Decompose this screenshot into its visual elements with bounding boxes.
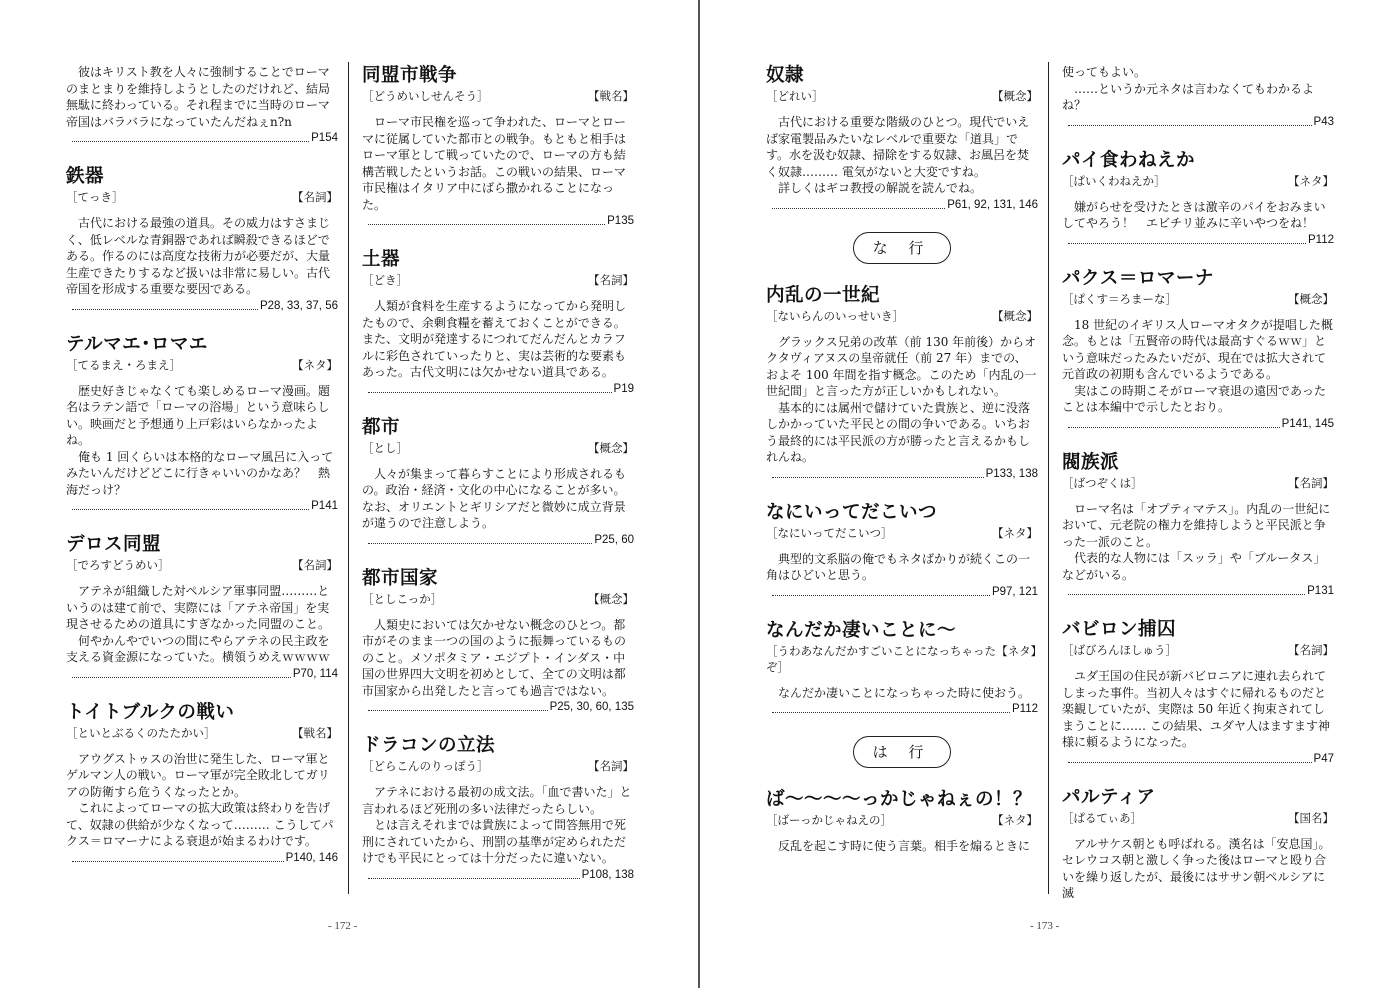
glossary-entry (362, 567, 634, 715)
entry-body: ローマ名は「オプティマテス」。内乱の一世紀において、元老院の権力を維持しようと平民派と争った一派のこと。 代表的な人物には「スッラ」や「ブルータス」などがいる。 (1062, 501, 1331, 582)
entry-reference (66, 851, 338, 865)
entry-reference (362, 533, 634, 547)
entry-title: パクス＝ロマーナ (1062, 267, 1214, 289)
entry-reference (1062, 752, 1334, 766)
entry-body: アテネが組織した対ペルシア軍事同盟………というのは建て前で、実際には「アテネ帝国」を実現させるための道具にすぎなかった同盟のこと。 何やかんやでいつの間にやらアテネの民主政を支える資金源になっていた。横領うめえｗｗｗｗ (66, 584, 331, 664)
entry-reading: ［としこっか］ (362, 591, 443, 606)
entry-body: ユダ王国の住民が新バビロニアに連れ去られてしまった事件。当初人々はすぐに帰れるものだと楽観していたが、実際は 50 年近く拘束されてしまうことに…… この結果、ユダヤ人はますます神様に頼るようになった。 (1062, 669, 1330, 749)
entry-reading: ［どうめいしせんそう］ (362, 89, 489, 103)
entry-category: 【概念】 (1288, 291, 1334, 306)
entry-reference (362, 382, 634, 396)
column-3 (766, 62, 1043, 875)
entry-title: 都市国家 (362, 567, 439, 589)
page-reference: P141 (311, 500, 338, 512)
page-reference: P112 (1011, 703, 1038, 715)
page-number-left: - 172 - (328, 920, 358, 932)
glossary-entry (362, 734, 634, 882)
entry-reading: ［てっき］ (66, 190, 124, 204)
entry-title: デロス同盟 (66, 534, 162, 555)
entry-reference (1062, 417, 1334, 431)
entry-reference (362, 868, 634, 882)
entry-reference (66, 667, 338, 681)
glossary-entry (66, 165, 338, 313)
entry-reference (766, 198, 1038, 212)
column-4 (1062, 62, 1334, 922)
glossary-entry (1062, 149, 1334, 247)
entry-title: 土器 (362, 249, 401, 270)
page-reference: P70, 114 (292, 667, 338, 680)
entry-reference (362, 214, 634, 228)
entry-title: パイ食わねえか (1062, 149, 1196, 171)
glossary-entry (66, 333, 338, 514)
entry-reading: ［ばつぞくは］ (1062, 475, 1143, 490)
entry-title: 閥族派 (1062, 451, 1120, 473)
entry-body: ローマ市民権を巡って争われた、ローマとローマに従属していた都市との戦争。もともと相手はローマ軍として戦っていたので、ローマの方も結構苦戦したというお話。この戦いの結果、ローマ市民権はイタリア中にばら撒かれることになった。 (362, 115, 627, 212)
entry-category: 【名詞】 (1288, 643, 1334, 657)
entry-reading: ［でろすどうめい］ (66, 558, 170, 572)
entry-title: ドラコンの立法 (362, 735, 496, 756)
section-marker-ha: は 行 (853, 736, 951, 768)
entry-continuation (1062, 64, 1334, 129)
entry-title: パルティア (1062, 786, 1156, 808)
entry-category: 【国名】 (1288, 810, 1334, 825)
glossary-entry (66, 701, 338, 865)
page-reference: P97, 121 (991, 585, 1038, 598)
entry-category: 【名詞】 (292, 558, 338, 572)
glossary-entry (1062, 786, 1334, 902)
glossary-entry (766, 64, 1038, 212)
entry-continuation (66, 64, 338, 145)
page-reference: P135 (607, 215, 634, 227)
page-reference: P25, 60 (594, 533, 634, 546)
entry-body: 人類が食料を生産するようになってから発明したもので、余剰食糧を蓄えておくことができる。また、文明が発達するにつれてだんだんとカラフルに彩色されていったりと、実は芸術的な要素もあった。古代文明には欠かせない道具である。 (362, 299, 627, 379)
entry-title: 奴隷 (766, 65, 805, 86)
entry-body: 歴史好きじゃなくても楽しめるローマ漫画。題名はラテン語で「ローマの浴場」という意味らしい。映画だと予想通り上戸彩はいらなかったよね。 俺も 1 回くらいは本格的なローマ風呂に入ってみたいんだけどどこに行きゃいいのかなあ？ 熱海だっけ？ (66, 383, 334, 497)
glossary-entry (766, 501, 1038, 599)
entry-reference (66, 131, 338, 145)
book-spine (698, 0, 700, 988)
entry-category: 【概念】 (992, 89, 1038, 103)
entry-body: アテネにおける最初の成文法。「血で書いた」と言われるほど死刑の多い法律だったらしい。 とは言えそれまでは貴族によって問答無用で死刑にされていたから、刑罰の基準が定められただけでも平民にとっては十分だったに違いない。 (362, 785, 632, 865)
entry-body: グラックス兄弟の改革（前 130 年前後）からオクタヴィアヌスの皇帝就任（前 27 年）までの、およそ 100 年間を指す概念。このため「内乱の一世紀間」と言った方が正しいかもしれない。 基本的には属州で儲けていた貴族と、逆に没落しかかっていた平民との間の争いである。いちおう最終的には平民派の方が勝ったと言えるかもしれんね。 (766, 334, 1037, 464)
entry-body: 古代における最強の道具。その威力はすさまじく、低レベルな青銅器であれば瞬殺できるほどである。作るのには高度な技術力が必要だが、大量生産できたりするなど扱いは非常に易しい。古代帝国を形成する重要な要因である。 (66, 216, 331, 296)
column-divider (348, 62, 349, 894)
entry-reference (66, 499, 338, 513)
page-number-right: - 173 - (1030, 920, 1060, 932)
entry-category: 【概念】 (992, 308, 1038, 323)
glossary-entry (766, 619, 1043, 717)
page-reference: P141, 145 (1281, 417, 1334, 430)
entry-reading: ［うわあなんだかすごいことになっちゃったぞ］ (766, 643, 996, 674)
page-reference: P25, 30, 60, 135 (549, 701, 634, 713)
page-reference: P28, 33, 37, 56 (259, 299, 338, 312)
entry-body: 反乱を起こす時に使う言葉。相手を煽るときに (766, 839, 1031, 853)
page-reference: P43 (1313, 115, 1334, 128)
entry-body: 人類史においては欠かせない概念のひとつ。都市がそのまま一つの国のように振舞っているもののこと。メソポタミア・エジプト・インダス・中国の世界四大文明を初めとして、全ての文明は都市国家から出発したと言っても過言ではない。 (362, 617, 627, 698)
entry-category: 【概念】 (588, 440, 634, 455)
entry-category: 【概念】 (588, 591, 634, 606)
page-reference: P108, 138 (581, 868, 634, 881)
entry-category: 【名詞】 (588, 273, 634, 287)
glossary-entry (766, 788, 1038, 855)
glossary-entry (362, 248, 634, 396)
entry-body: アウグストゥスの治世に発生した、ローマ軍とゲルマン人の戦い。ローマ軍が完全敗北してガリアの防衛すら危うくなったとか。 これによってローマの拡大政策は終わりを告げて、奴隷の供給が少なくなって……… こうしてパクス＝ロマーナによる衰退が始まるわけです。 (66, 751, 334, 848)
entry-reading: ［といとぶるくのたたかい］ (66, 725, 216, 740)
page-reference: P19 (613, 382, 634, 395)
entry-reading: ［どらこんのりっぽう］ (362, 759, 489, 773)
glossary-entry (1062, 451, 1334, 599)
entry-body: 典型的文系脳の俺でもネタばかりが続くこの一角はひどいと思う。 (766, 551, 1031, 582)
entry-body: 人々が集まって暮らすことにより形成されるもの。政治・経済・文化の中心になることが多い。なお、オリエントとギリシアだと微妙に成立背景が違うので注意しよう。 (362, 466, 627, 530)
entry-title: 都市 (362, 416, 401, 438)
page-reference: P61, 92, 131, 146 (947, 198, 1038, 211)
entry-category: 【ネタ】 (1288, 173, 1334, 188)
entry-reference (766, 585, 1038, 599)
entry-category: 【ネタ】 (992, 813, 1038, 827)
entry-body: 嫌がらせを受けたときは激辛のパイをおみまいしてやろう！ エビチリ並みに辛いやつをね！ (1062, 199, 1326, 230)
page-reference: P133, 138 (985, 467, 1038, 480)
entry-reading: ［とし］ (362, 440, 408, 455)
entry-reading: ［ばーっかじゃねえの］ (766, 813, 893, 827)
entry-category: 【ネタ】 (992, 525, 1038, 540)
page-reference: P131 (1307, 585, 1334, 597)
page-reference: P47 (1313, 752, 1334, 765)
entry-reading: ［ぱいくわねえか］ (1062, 173, 1166, 188)
entry-title: ば～～～～っかじゃねぇの！？ (766, 789, 1033, 810)
glossary-entry (1062, 267, 1334, 431)
entry-title: 同盟市戦争 (362, 65, 458, 86)
entry-reference (1062, 233, 1334, 247)
entry-category: 【名詞】 (292, 190, 338, 204)
glossary-entry (766, 284, 1038, 481)
entry-reading: ［てるまえ・ろまえ］ (66, 357, 181, 372)
entry-reference (766, 467, 1038, 481)
page-reference: P140, 146 (285, 851, 338, 864)
entry-body: 18 世紀のイギリス人ローマオタクが提唱した概念。もとは「五賢帝の時代は最高すぐるｗｗ」という意味だったみたいだが、現在では拡大されて元首政の初期も含んでいるようである。 実はこの時期こそがローマ衰退の遠因であったことは本編中で示したとおり。 (1062, 317, 1333, 414)
entry-reading: ［なにいってだこいつ］ (766, 525, 893, 540)
entry-category: 【ネタ】 (996, 643, 1043, 658)
entry-reference (66, 299, 338, 313)
entry-reading: ［ばびろんほしゅう］ (1062, 643, 1177, 657)
section-marker-na: な 行 (853, 232, 951, 264)
entry-reading: ［ぱくす＝ろまーな］ (1062, 291, 1177, 306)
entry-body: アルサケス朝とも呼ばれる。漢名は「安息国」。セレウコス朝と激しく争った後はローマと殴り合いを繰り返したが、最後にはササン朝ペルシアに滅 (1062, 836, 1331, 900)
entry-body: 使ってもよい。 ……というか元ネタは言わなくてもわかるよね？ (1062, 65, 1315, 112)
column-divider (1048, 62, 1049, 894)
entry-title: テルマエ･ロマエ (66, 333, 208, 355)
entry-category: 【ネタ】 (292, 357, 338, 372)
glossary-entry (362, 416, 634, 547)
entry-reference (1062, 115, 1334, 129)
entry-reference (1062, 584, 1334, 598)
entry-reading: ［ぱるてぃあ］ (1062, 810, 1143, 825)
column-1 (66, 62, 338, 885)
entry-category: 【戦名】 (292, 725, 338, 740)
entry-title: 内乱の一世紀 (766, 284, 881, 306)
entry-title: バビロン捕囚 (1062, 619, 1177, 640)
entry-reading: ［どき］ (362, 273, 408, 287)
glossary-entry (1062, 618, 1334, 766)
column-2 (362, 62, 634, 902)
entry-reference (766, 702, 1038, 716)
glossary-entry (362, 64, 634, 228)
entry-body: なんだか凄いことになっちゃった時に使おう。 (766, 685, 1031, 700)
entry-title: 鉄器 (66, 166, 105, 187)
glossary-entry (66, 533, 338, 681)
entry-body: 彼はキリスト教を人々に強制することでローマのまとまりを維持しようとしたのだけれど、結局無駄に終わっている。それ程までに当時のローマ帝国はバラバラになっていたんだねぇn?n (66, 65, 331, 129)
entry-title: トイトブルクの戦い (66, 701, 235, 723)
entry-title: なにいってだこいつ (766, 501, 938, 523)
entry-title: なんだか凄いことに～ (766, 619, 957, 641)
page-reference: P154 (311, 132, 338, 144)
entry-category: 【名詞】 (588, 759, 634, 773)
entry-reading: ［ないらんのいっせいき］ (766, 308, 904, 323)
entry-body: 古代における重要な階級のひとつ。現代でいえば家電製品みたいなレベルで重要な「道具」です。水を汲む奴隷、掃除をする奴隷、お風呂を焚く奴隷……… 電気がないと大変ですね。 詳しくはギコ教授の解説を読んでね。 (766, 115, 1030, 195)
page-reference: P112 (1307, 233, 1334, 246)
entry-reading: ［どれい］ (766, 89, 824, 103)
entry-category: 【名詞】 (1288, 475, 1334, 490)
entry-category: 【戦名】 (588, 89, 634, 103)
entry-reference (362, 700, 634, 714)
